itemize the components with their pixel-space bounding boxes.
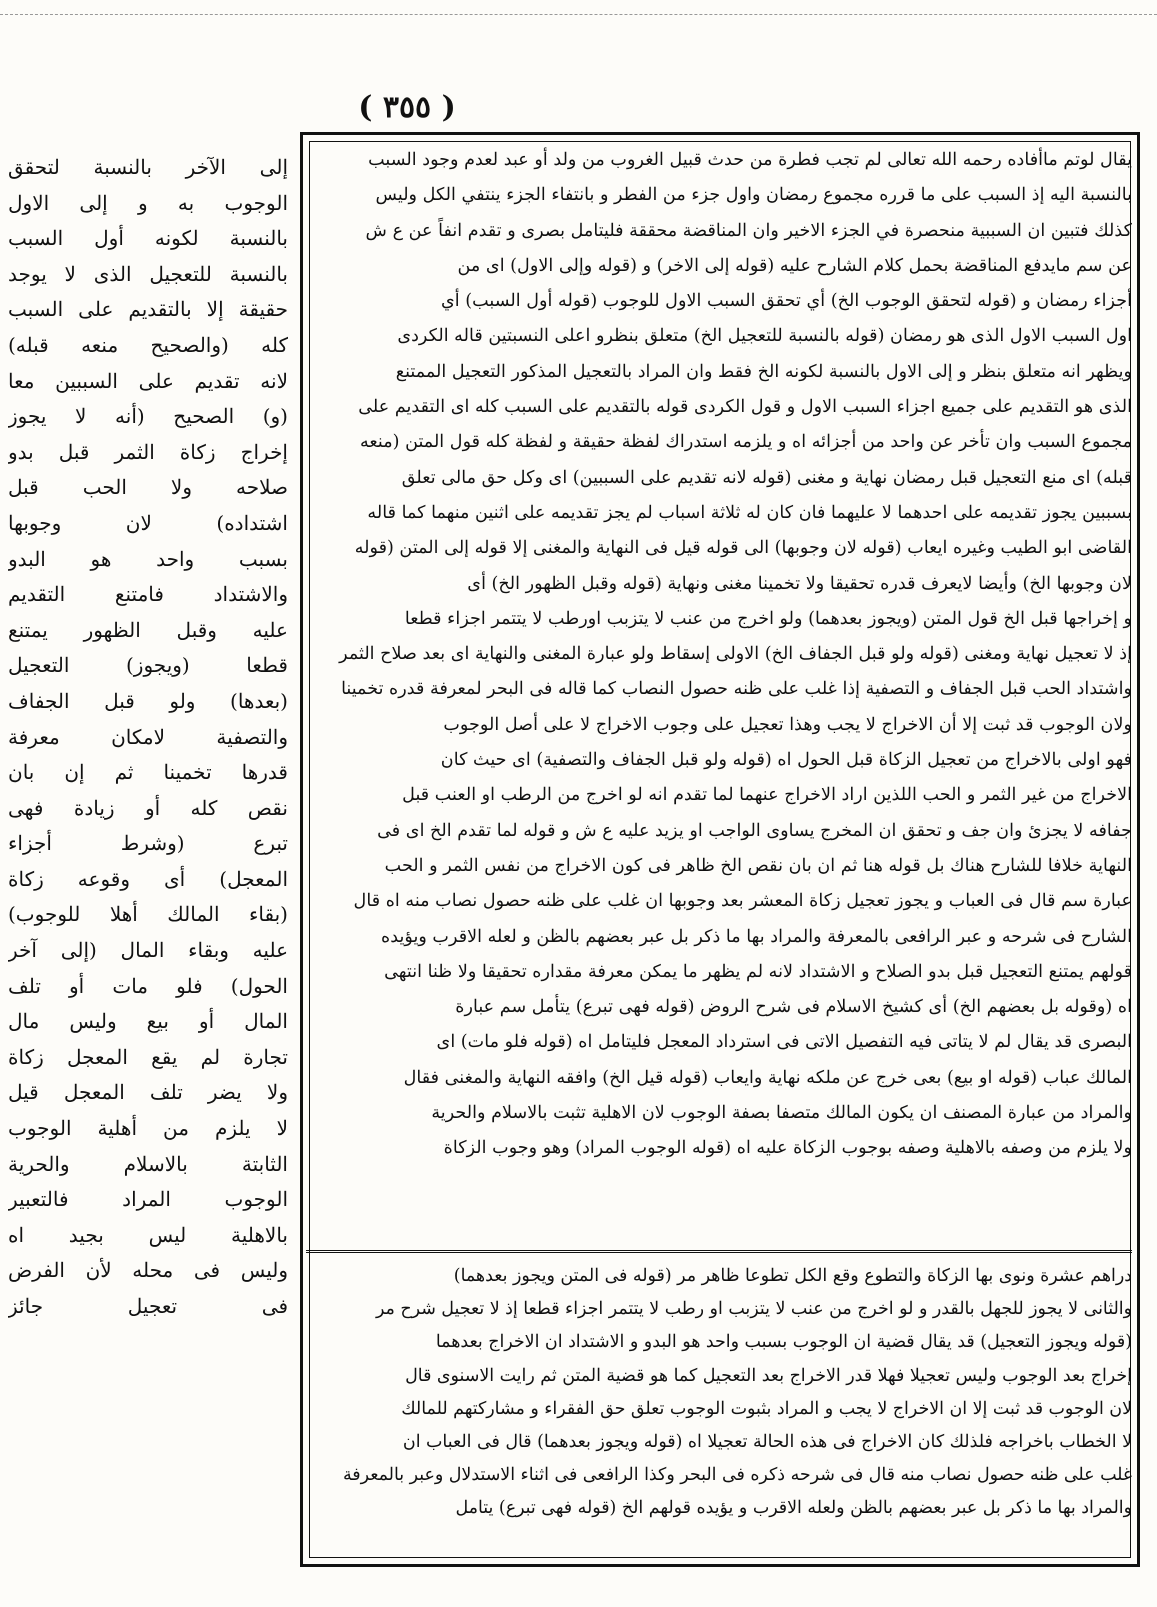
commentary-line: والمراد بها ما ذكر بل عبر بعضهم بالظن ولعله الاقرب و يؤيده قولهم الخ (قوله فهى تبرع) يتامل: [455, 1498, 1132, 1519]
margin-line: (بعدها) ولو قبل الجفاف: [8, 688, 288, 713]
commentary-line: جفافه لا يجزئ وان جف و تحقق ان المخرج يساوى الواجب او يزيد عليه ع ش و قوله لما تقدم الخ اى فى: [377, 820, 1132, 841]
margin-line: إخراج زكاة الثمر قبل بدو: [8, 439, 288, 464]
commentary-line: لا الخطاب باخراجه فلذلك كان الاخراج فى هذه الحالة تعجيلا اه (قوله ويجوز بعدهما) قال فى العباب ان: [402, 1432, 1132, 1453]
commentary-line: قبله) اى منع التعجيل قبل رمضان نهاية و مغنى (قوله لانه تقديم على السببين) اى وكل حق مالى تعلق: [401, 467, 1132, 488]
margin-line: تجارة لم يقع المعجل زكاة: [8, 1044, 288, 1069]
margin-line: عليه وقبل الظهور يمتنع: [8, 617, 288, 642]
page-top-edge: [0, 0, 1157, 15]
commentary-line: الشارح فى شرحه و عبر الرافعى بالمعرفة والمراد بها ما ذكر بل عبر بعضهم بالظن و لعله الاقرب ويؤيده: [381, 926, 1132, 947]
commentary-line: ويظهر انه متعلق بنظر و إلى الاول بالنسبة لكونه الخ فقط وان المراد بالتعجيل المذكور التعجيل الممتنع: [395, 361, 1132, 382]
margin-line: الحول) فلو مات أو تلف: [8, 973, 288, 998]
margin-line: (و) الصحيح (أنه لا يجوز: [8, 404, 288, 429]
commentary-line: لان الوجوب قد ثبت إلا ان الاخراج لا يجب و المراد بثبوت الوجوب تعلق حق الفقراء و مشاركتهم للمالك: [401, 1398, 1132, 1419]
commentary-upper-block: [306, 143, 1132, 1243]
margin-line: بالنسبة لكونه أول السبب: [8, 226, 288, 251]
commentary-line: والمراد من عبارة المصنف ان يكون المالك متصفا بصفة الوجوب لان الاهلية تثبت بالاسلام والحرية: [431, 1103, 1132, 1124]
margin-line: والتصفية لامكان معرفة: [8, 724, 288, 749]
matn-margin-column: [8, 150, 288, 1560]
page-number: ( ٣٥٥ ): [358, 90, 456, 125]
commentary-line: غلب على ظنه حصول نصاب منه قال فى شرحه ذكره فى البحر وكذا الرافعى فى اثناء الاستدلال وعبر بالمعرفة: [342, 1465, 1132, 1486]
commentary-line: و إخراجها قبل الخ قول المتن (ويجوز بعدهما) ولو اخرج من عنب لا يتزبب اورطب لا يتتمر اجزاء قطعا: [404, 608, 1132, 629]
commentary-line: قولهم يمتنع التعجيل قبل بدو الصلاح و الاشتداد لانه لم يظهر ما يمكن معرفة مقداره تحقيقا ولا ظنا انتهى: [384, 961, 1132, 982]
margin-line: بالاهلية ليس بجيد اه: [8, 1222, 288, 1247]
commentary-line: فهو اولى بالاخراج من تعجيل الزكاة قبل الحول اه (قوله ولو قبل الجفاف والتصفية) اى حيث كان: [440, 750, 1132, 771]
commentary-line: المالك عباب (قوله او بيع) بعى خرج عن ملكه نهاية وايعاب (قوله قيل الخ) وافقه النهاية والمغنى فقال: [403, 1067, 1132, 1088]
margin-line: صلاحه ولا الحب قبل: [8, 475, 288, 500]
commentary-line: إذ لا تعجيل نهاية ومغنى (قوله ولو قبل الجفاف الخ) الاولى إسقاط ولو عبارة المغنى والنهاية اى بعد صلاح الثمر: [339, 644, 1132, 665]
commentary-line: عن سم مايدفع المناقضة بحمل كلام الشارح عليه (قوله إلى الاخر) و (قوله وإلى الاول) اى من: [457, 255, 1132, 276]
margin-line: الوجوب به و إلى الاول: [8, 190, 288, 215]
margin-line: بسبب واحد هو البدو: [8, 546, 288, 571]
commentary-line: اه (وقوله بل بعضهم الخ) أى كشيخ الاسلام فى شرح الروض (قوله فهى تبرع) يتأمل سم عبارة: [455, 997, 1132, 1018]
commentary-line: الذى هو التقديم على جميع اجزاء السبب الاول و قول الكردى قوله بالتقديم على السبب كله اى التقديم على: [358, 397, 1132, 418]
commentary-lower-block: [306, 1260, 1132, 1560]
commentary-line: مجموع السبب وان تأخر عن واحد من أجزائه اه و يلزمه استدراك لفظة حقيقة و لفظة كله قول المتن (منعه: [359, 432, 1132, 453]
margin-line: الوجوب المراد فالتعبير: [8, 1187, 288, 1212]
margin-line: بالنسبة للتعجيل الذى لا يوجد: [8, 261, 288, 286]
commentary-line: النهاية خلافا للشارح هناك بل قوله هنا ثم ان بان نقص الخ ظاهر فى كون الاخراج من نفس الثمر و الحب: [384, 855, 1132, 876]
commentary-line: دراهم عشرة ونوى بها الزكاة والتطوع وقع الكل تطوعا ظاهر مر (قوله فى المتن ويجوز بعدهما): [453, 1266, 1132, 1286]
commentary-line: عبارة سم قال فى العباب و يجوز تعجيل زكاة المعشر بعد وجوبها ان غلب على ظنه حصول نصاب منه اه قال: [353, 891, 1132, 912]
margin-line: قدرها تخمينا ثم إن بان: [8, 760, 288, 785]
commentary-line: بسببين يجوز تقديمه على احدهما لا عليهما فان كان له ثلاثة اسباب لم يجز تقديمه على اثنين منهما كما قاله: [367, 502, 1132, 523]
commentary-line: القاضى ابو الطيب وغيره ايعاب (قوله لان وجوبها) الى قوله قيل فى النهاية والمغنى إلا قوله إلى المتن (قوله: [354, 538, 1132, 559]
commentary-line: بالنسبة اليه إذ السبب على ما قرره مجموع رمضان واول جزء من الفطر و بانتفاء الجزء ينتفي الكل وليس: [375, 185, 1132, 206]
commentary-line: أجزاء رمضان و (قوله لتحقق الوجوب الخ) أي تحقق السبب الاول للوجوب (قوله أول السبب) أي: [441, 291, 1132, 312]
commentary-line: البصرى قد يقال لم لا يتاتى فيه التفصيل الاتى فى استرداد المعجل فليتامل اه (قوله فلو مات) اى: [436, 1032, 1132, 1053]
margin-line: حقيقة إلا بالتقديم على السبب: [8, 297, 288, 322]
margin-line: اشتداده) لان وجوبها: [8, 510, 288, 535]
commentary-line: الاخراج من غير الثمر و الحب اللذين اراد الاخراج عنهما لما تقدم انه لو اخرج من الرطب او العنب قبل: [402, 785, 1132, 806]
commentary-line: إخراج بعد الوجوب وليس تعجيلا فهلا قدر الاخراج بعد التعجيل كما هو قضية المتن ثم رايت الاسنوى قال: [405, 1365, 1132, 1386]
margin-line: ولا يضر تلف المعجل قيل: [8, 1080, 288, 1105]
commentary-line: (قوله ويجوز التعجيل) قد يقال قضية ان الوجوب بسبب واحد هو البدو و الاشتداد ان الاخراج بعدهما: [435, 1332, 1132, 1353]
commentary-divider: [306, 1250, 1132, 1258]
commentary-line: لان وجوبها الخ) وأيضا لايعرف قدره تحقيقا ولا تخمينا مغنى ونهاية (قوله وقبل الظهور الخ) أى: [467, 573, 1132, 594]
commentary-line: كذلك فتبين ان السببية منحصرة في الجزء الاخير وان المناقضة محققة فليتامل بصرى و تقدم انفاً عن ع ش: [365, 220, 1132, 241]
commentary-line: واشتداد الحب قبل الجفاف و التصفية إذا غلب على ظنه حصول النصاب كما قاله فى البحر لمعرفة قدره تخمينا: [341, 679, 1132, 700]
commentary-line: ولا يلزم من وصفه بالاهلية وصفه بوجوب الزكاة عليه اه (قوله الوجوب المراد) وهو وجوب الزكاة: [443, 1138, 1132, 1159]
margin-line: والاشتداد فامتنع التقديم: [8, 582, 288, 607]
margin-line: قطعا (ويجوز) التعجيل: [8, 653, 288, 678]
margin-line: وليس فى محله لأن الفرض: [8, 1258, 288, 1283]
margin-line: المعجل) أى وقوعه زكاة: [8, 866, 288, 891]
margin-line: لا يلزم من أهلية الوجوب: [8, 1116, 288, 1141]
margin-line: عليه وبقاء المال (إلى آخر: [8, 938, 288, 963]
margin-line: تبرع (وشرط أجزاء: [8, 831, 288, 856]
margin-line: (بقاء المالك أهلا للوجوب): [8, 902, 288, 927]
margin-line: كله (والصحيح منعه قبله): [8, 332, 288, 357]
commentary-line: اول السبب الاول الذى هو رمضان (قوله بالنسبة للتعجيل الخ) متعلق بنظرو اعلى النسبتين قاله الكردى: [397, 326, 1132, 347]
margin-line: فى تعجيل جائز: [8, 1294, 288, 1318]
margin-line: لانه تقديم على السببين معا: [8, 368, 288, 393]
commentary-line: والثانى لا يجوز للجهل بالقدر و لو اخرج من عنب لا يتزبب او رطب لا يتتمر اجزاء قطعا إذ لا تعجيل شرح مر: [375, 1299, 1132, 1320]
commentary-line: يقال لوتم ماأفاده رحمه الله تعالى لم تجب فطرة من حدث قبيل الغروب من ولد أو عبد لعدم وجود السبب: [368, 150, 1132, 170]
margin-line: إلى الآخر بالنسبة لتحقق: [8, 155, 288, 179]
margin-line: الثابتة بالاسلام والحرية: [8, 1151, 288, 1176]
margin-line: نقص كله أو زيادة فهى: [8, 795, 288, 820]
margin-line: المال أو بيع وليس مال: [8, 1009, 288, 1034]
commentary-line: ولان الوجوب قد ثبت إلا أن الاخراج لا يجب وهذا تعجيل على وجوب الاخراج لا على أصل الوجوب: [443, 714, 1132, 735]
